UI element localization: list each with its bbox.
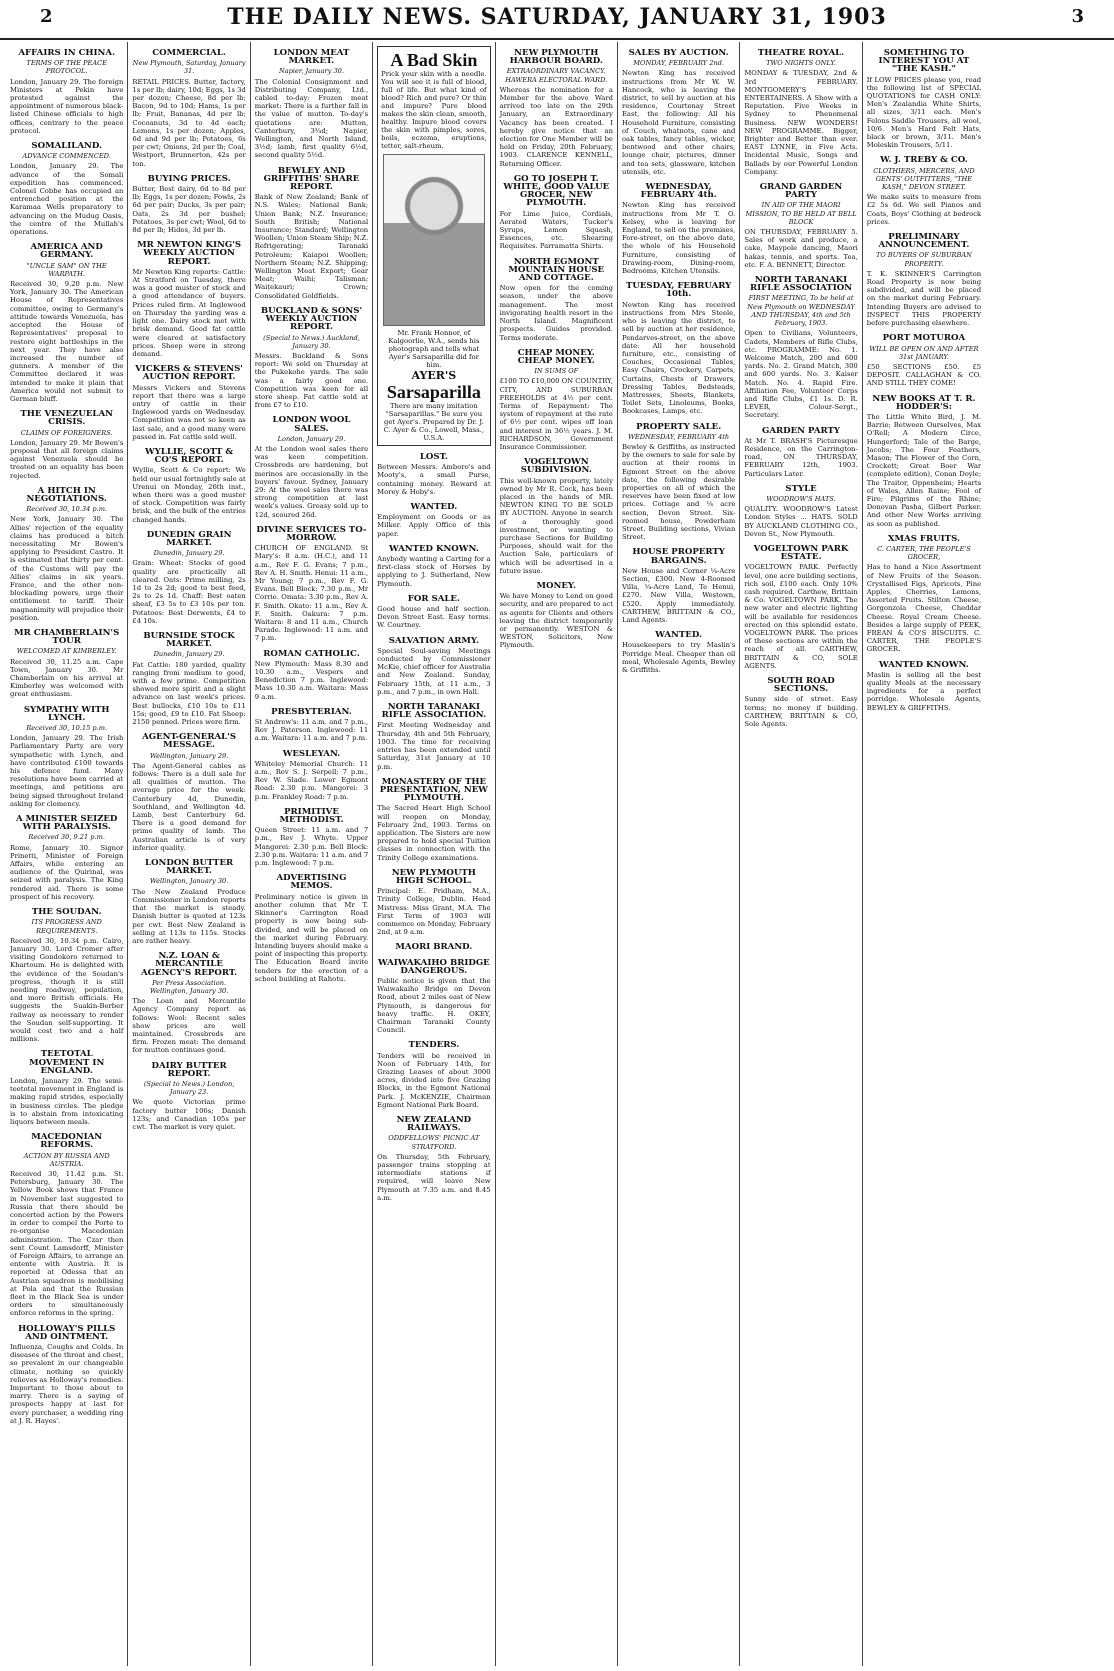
- article: [867, 230, 981, 327]
- article-body: Has to hand a Nice Assortment of New Fruits of the Season. Crystallised Figs, Apricots, Pine Apples, Cherries, Lemons, Assorted Fruits. Stilton Cheese, Gorgonzola Cheese, Cheddar Cheese. Royal Cream Cheese. Besides a large supply of PEEK, FREAN & CO'S BISCUITS. C. CARTER, THE PEOPLE'S GROCER.: [866, 563, 982, 654]
- article-heading: NEW PLYMOUTH HARBOUR BOARD.: [509, 48, 603, 67]
- article: [377, 775, 490, 862]
- article-heading: NEW BOOKS AT T. R. HODDER'S:: [872, 393, 976, 412]
- article-body: RETAIL PRICES. Butter, factory, 1s per lb; dairy, 10d; Eggs, 1s 3d per dozen; Cheese, 8d per lb; Bacon, 9d to 10d; Hams, 1s per lb; Fruit, Bananas, 4d per lb; Cocoanuts, 3d to 4d each; Lemons, 1s per dozen; Apples, 6d and 9d per lb; Potatoes, 6s per cwt; Onions, 2d per lb; Coal, Westport, Brunnerton, 42s per ton.: [132, 77, 246, 168]
- article-heading: SALVATION ARMY.: [388, 635, 479, 646]
- article-body: Mr Newton King reports: Cattle: At Stratford on Tuesday, there was a good muster of stock and a good attendance of buyers. Prices ruled firm. At Inglewood on Thursday the yarding was a light one. Dairy stock met with brisk demand. Good fat cattle were cleared at satisfactory prices. Sheep were in strong demand.: [132, 267, 246, 358]
- article-body: London, January 29. The Irish Parliamentary Party are very sympathetic with Lynch, and have contributed £100 towards his defence fund. Many resolutions have been carried at meetings, and petitions are being signed throughout Ireland asking for clemency.: [10, 734, 124, 808]
- article: [622, 180, 735, 275]
- article-body: Special Soul-saving Meetings conducted by Commissioner McKie, chief officer for Australia and New Zealand. Sunday, February 15th, at 11 a.m., 3 p.m., and 7 p.m., in own Hall.: [377, 646, 491, 696]
- article-subheading: London, January 29.: [277, 434, 346, 443]
- article-heading: AFFAIRS IN CHINA.: [18, 48, 116, 58]
- article-body: Principal: E. Pridham, M.A., Trinity College, Dublin. Head Mistress: Miss Grant, M.A. The First Term of 1903 will commence on Monday, February 2nd, at 9 a.m.: [377, 887, 491, 937]
- article-body: At the London wool sales there was keen competition. Crossbreds are hardening, but merinos are occasionally in the buyers' favour. Sydney, January 29: At the wool sales there was strong competition at last week's values. Greasy sold up to 12d, scoured 26d.: [254, 444, 369, 519]
- article-body: Newton King has received instructions from Mrs Steele, who is leaving the district, to sell by auction at her residence, Pendarves-street, on the above date: All her household furniture, etc., consisting of Couches, Occasional Tables, Easy Chairs, Crockery, Carpets, Curtains, Chests of Drawers, Dressing Tables, Bedsteads, Mattresses, Sheets, Blankets, Toilet Sets, Linoleums, Books, Bookcases, Lamps, etc.: [621, 300, 736, 416]
- article-heading: SYMPATHY WITH LYNCH.: [23, 704, 110, 723]
- article-subheading: (Special to News.) London, January 23.: [143, 1079, 235, 1097]
- article: [622, 420, 735, 542]
- article-body: Employment on Goods or as Milker. Apply Office of this paper.: [377, 513, 491, 538]
- advert-title: A Bad Skin: [390, 50, 478, 70]
- ayers-sarsaparilla-advert: [377, 46, 490, 446]
- article-body: Public notice is given that the Waiwakaiho Bridge on Devon Road, about 2 miles east of New Plymouth, is dangerous for heavy traffic. H. OKEY, Chairman Taranaki County Council.: [377, 976, 491, 1035]
- article-subheading: ADVANCE COMMENCED.: [22, 152, 111, 161]
- article: [255, 747, 368, 801]
- article: [377, 592, 490, 630]
- article: [255, 304, 368, 409]
- article-body: London, January 29. The advance of the Somali expedition has commenced. Colonel Cobbe has occupied an entrenched position at the Karamaa Wells preparatory to advancing on the Mudug Oasis, the centre of the Mullah's operations.: [10, 162, 124, 237]
- article-heading: VICKERS & STEVENS' AUCTION REPORT.: [135, 364, 243, 383]
- article-heading: WANTED.: [410, 502, 458, 513]
- advert-intro: Prick your skin with a needle. You will see it is full of blood, full of life. But what kind of blood? Rich and pure? Or thin and impure? Pure blood makes the skin clean, smooth, healthy. Impure blood covers the skin with pimples, sores, boils, eczema, eruptions, tetter, salt-rheum.: [381, 70, 487, 150]
- article-body: Butter, Best dairy, 6d to 8d per lb; Eggs, 1s per dozen; Fowls, 2s 6d per pair; Ducks, 3s per pair; Oats, 2s 3d per bushel; Potatoes, 3s per cwt; Wool, 6d to 8d per lb; Hides, 3d per lb.: [132, 185, 246, 235]
- column-5: [496, 42, 618, 1666]
- article: [744, 424, 857, 478]
- article-body: £100 TO £10,000 ON COUNTRY, CITY, AND SUBURBAN FREEHOLDS at 4½ per cent. Terms of Repayment: The system of repayment at the rate of 6½ per cent. wipes off loan and interest in 36½ years. J. M. RICHARDSON, Government Insurance Commissioner.: [499, 377, 613, 451]
- article: [500, 255, 613, 342]
- article-subheading: EXTRAORDINARY VACANCY. HAWERA ELECTORAL WARD.: [505, 67, 608, 84]
- article-heading: NEW PLYMOUTH HIGH SCHOOL.: [391, 867, 476, 886]
- article-body: Received 30, 10.34 p.m. Cairo, January 30. Lord Cromer after visiting Gondokoro returned to Khartoum. He is delighted with the evidence of the Soudan's progress, though it is still needing roadway, population, and more British officials. He suggests the Suakin-Berber railway as necessary to render the Soudan self-supporting. It would cost two and a half millions.: [10, 936, 124, 1044]
- article-subheading: Wellington, January 29.: [149, 751, 229, 760]
- article-body: London, January 29. The semi-teetotal movement in England is making rapid strides, especially in business circles. The pledge is to abstain from intoxicating liquors between meals.: [10, 1076, 124, 1126]
- article-body: Wyllie, Scott & Co report: We held our usual fortnightly sale at Urenui on Monday, 26th inst., when there was a good muster of stock. Competition was fairly brisk, and the bulk of the entries changed hands.: [132, 466, 246, 524]
- article-body: The Sacred Heart High School will reopen on Monday, February 2nd, 1903. Terms on application. The Sisters are now prepared to hold special Tuition classes in connection with the Trinity College examinations.: [377, 804, 491, 862]
- article-body: Fat Cattle: 180 yarded, quality ranging from medium to good, with a few prime. Competition showed more spirit and a slight advance on last week's prices. Best bullocks, £10 10s to £11 15s; good, £9 to £10. Fat Sheep: 2150 penned. Prices were firm.: [132, 660, 246, 727]
- advert-brand-1: AYER'S: [411, 369, 457, 382]
- article: [132, 856, 245, 945]
- article: [622, 46, 735, 176]
- article-subheading: CLAIMS OF FOREIGNERS.: [20, 428, 113, 437]
- article: [867, 46, 981, 149]
- article-heading: DIVINE SERVICES TO-MORROW.: [256, 524, 367, 543]
- article: [132, 172, 245, 234]
- article-heading: VOGELTOWN PARK ESTATE.: [753, 543, 849, 563]
- page-number-right: 3: [1071, 6, 1084, 27]
- article-heading: BUCKLAND & SONS' WEEKLY AUCTION REPORT.: [260, 305, 363, 333]
- article-body: We have Money to Lend on good security, and are prepared to act as agents for Clients and others leaving the district temporarily or permanently. WESTON & WESTON, Solicitors, New Plymouth.: [499, 592, 613, 650]
- article: [10, 1130, 123, 1317]
- article: [132, 362, 245, 441]
- article: [377, 500, 490, 538]
- article-subheading: Received 30, 10.15 p.m.: [26, 724, 108, 733]
- article-subheading: New Plymouth, Saturday, January 31.: [132, 59, 246, 76]
- article: [500, 172, 613, 251]
- article-body: Good house and half section. Devon Street East. Easy terms. W. Courtney.: [377, 605, 491, 630]
- article-subheading: Dunedin, January 29.: [153, 549, 225, 558]
- article-body: Messrs. Buckland & Sons report: We sold on Thursday at the Pukekohe yards. The sale was a fairly good one. Competition was keen for all store sheep. Fat cattle sold at from £7 to £10.: [254, 351, 369, 410]
- article: [255, 705, 368, 743]
- article-body: The New Zealand Produce Commissioner in London reports that the market is steady. Danish butter is quoted at 123s per cwt. Best New Zealand is selling at 113s to 115s. Stocks are rather heavy.: [132, 887, 246, 945]
- article-subheading: Wellington, January 30.: [149, 877, 229, 886]
- article: [10, 484, 123, 622]
- article-body: First Meeting Wednesday and Thursday, 4th and 5th February, 1903. The time for receiving entries has been extended until Saturday, 31st January at 10 p.m.: [377, 721, 491, 771]
- article-heading: LONDON WOOL SALES.: [272, 415, 351, 434]
- article-heading: THE VENEZUELAN CRISIS.: [20, 409, 113, 428]
- article-body: St Andrew's: 11 a.m. and 7 p.m., Rev J. Paterson. Inglewood: 11 a.m. Waitara: 11 a.m. and 7 p.m.: [254, 718, 369, 743]
- article-heading: HOUSE PROPERTY BARGAINS.: [632, 547, 725, 566]
- article-body: Newton King has received instructions from Mr W. W. Hancock, who is leaving the district, to sell by auction at his residence, Courtenay Street East, the following: All his Household Furniture, consisting of Couch, whatnots, cane and oak tables, fancy tables, wicker, bentwood and other chairs, lounge chair, pictures, dinner and tea sets, glassware, kitchen utensils, etc.: [621, 69, 736, 176]
- article-heading: SOMALILAND.: [31, 141, 103, 152]
- article-heading: SOUTH ROAD SECTIONS.: [767, 676, 835, 695]
- article-body: For Lime Juice, Cordials, Aerated Waters, Tucker's Syrups, Lemon Squash, Essences, etc. Shearing Requisites. Parramatta Shirts.: [499, 209, 613, 251]
- article-heading: AGENT-GENERAL'S MESSAGE.: [142, 732, 237, 751]
- article: [377, 940, 490, 951]
- article: [377, 700, 490, 771]
- article: [10, 240, 123, 403]
- article: [867, 331, 981, 387]
- article-heading: PORT MOTUROA: [882, 333, 966, 344]
- article-heading: TENDERS.: [408, 1040, 460, 1051]
- article-subheading: IN SUMS OF: [534, 367, 579, 376]
- column-2: [128, 42, 250, 1666]
- article-heading: GO TO JOSEPH T. WHITE, GOOD VALUE GROCER, NEW PLYMOUTH.: [503, 173, 610, 209]
- article-heading: TUESDAY, FEBRUARY 10th.: [625, 281, 732, 300]
- article-body: T. K. SKINNER'S Carrington Road Property is now being subdivided, and will be placed on the market during February. Intending Buyers are advised to INSPECT THIS PROPERTY before purchasing elsewhere.: [866, 269, 982, 328]
- article-heading: WEDNESDAY, FEBRUARY 4th.: [640, 182, 717, 201]
- article: [132, 445, 245, 524]
- article-body: Influenza, Coughs and Colds. In diseases of the throat and chest, so prevalent in our changeable climate, nothing so quickly relieves as Holloway's remedies. Important to those about to marry. There is a saying of prospects happy at last for every purchaser, a wedding ring at J. R. Hayes'.: [10, 1343, 124, 1425]
- article-subheading: ACTION BY RUSSIA AND AUSTRIA.: [23, 1151, 110, 1168]
- article-body: Tenders will be received in Noon of February 14th, for Grazing Leases of about 3000 acres, divided into five Grazing Blocks, in the Egmont National Park. J. McKENZIE, Chairman Egmont National Park Board.: [377, 1051, 491, 1109]
- article-subheading: Received 30, 9.21 p.m.: [28, 833, 105, 842]
- article-heading: XMAS FRUITS.: [887, 533, 960, 544]
- article: [255, 805, 368, 867]
- article-body: Housekeepers to try Maslin's Porridge Meal. Cheaper than oil meal, Wholesale Agents, Bewley & Griffiths.: [621, 641, 736, 675]
- article: [377, 1038, 490, 1109]
- article: [622, 279, 735, 415]
- article: [10, 703, 123, 808]
- article-heading: PRELIMINARY ANNOUNCEMENT.: [878, 232, 970, 251]
- article: [744, 46, 857, 176]
- article-subheading: WOODROW'S HATS.: [766, 494, 836, 503]
- article-body: ON THURSDAY, FEBRUARY 5. Sales of work and produce, a cake, Maypole dancing, Maori hakas, tennis, and sports. Tea, etc. F. A. BENNETT, Director.: [744, 228, 858, 269]
- article: [255, 164, 368, 300]
- article-body: Messrs Vickers and Stevens report that there was a large entry of cattle in their Inglewood yards on Wednesday. Competition was not so keen as last sale, and a good many were passed in. Fat cattle sold well.: [132, 383, 246, 441]
- article-body: New York, January 30. The Allies' rejection of the equality claims has produced a hitch necessitating Mr Bowen's applying to President Castro. It is estimated that thirty per cent. of the Customs will pay the Allies' claims in six years. France, and the other non-blockading powers, urge their entitlement to tariff. Their magnanimity will prejudice their position.: [10, 515, 124, 622]
- article: [255, 871, 368, 983]
- page-number-left: 2: [40, 6, 53, 27]
- article-heading: THE SOUDAN.: [31, 907, 102, 918]
- article-subheading: CLOTHIERS, MERCERS, AND GENTS' OUTFITTERS, "THE KASH," DEVON STREET.: [873, 166, 975, 192]
- article-subheading: Received 30, 10.34 p.m.: [26, 505, 108, 514]
- column-8: [863, 42, 985, 1666]
- article: [377, 1113, 490, 1202]
- article-body: Bank of New Zealand; Bank of N.S. Wales; National Bank; Union Bank; N.Z. Insurance; South British; National Insurance; Standard; Wellington Woollen; Union Steam Ship; N.Z. Refrigerating; Taranaki Petroleum; Kaiapoi Woollen; Northern Steam; N.Z. Shipping; Wellington Meat Export; Gear Meat; Waihi; Talisman; Waitekauri; Crown; Consolidated Goldfields.: [254, 193, 369, 300]
- article: [744, 273, 857, 419]
- article-heading: STYLE: [785, 483, 817, 494]
- article: [500, 579, 613, 650]
- article-subheading: WILL BE OPEN ON AND AFTER 31st JANUARY.: [869, 344, 979, 361]
- article-body: Maslin is selling all the best quality Meals at the necessary ingredients for a perfect porridge. Wholesale Agents, BEWLEY & GRIFFITHS.: [866, 670, 982, 712]
- article: [744, 674, 857, 728]
- article: [377, 956, 490, 1035]
- article: [132, 1059, 245, 1132]
- article-heading: MACEDONIAN REFORMS.: [31, 1132, 103, 1151]
- article-heading: A HITCH IN NEGOTIATIONS.: [26, 485, 107, 504]
- article-body: MONDAY & TUESDAY, 2nd & 3rd FEBRUARY. MONTGOMERY'S ENTERTAINERS. A Show with a Reputation. Five Weeks in Sydney to Phenomenal Business. NEW WONDERS! NEW PROGRAMME. Bigger, Brighter and Better than ever. EAST LYNNE, in Five Acts. Incidental Music, Songs and Ballads by our Powerful London Company.: [744, 69, 858, 176]
- advert-brand-2: Sarsaparilla: [386, 382, 481, 402]
- article: [744, 482, 857, 538]
- article-heading: HOLLOWAY'S PILLS AND OINTMENT.: [18, 1323, 116, 1342]
- newspaper-title: THE DAILY NEWS. SATURDAY, JANUARY 31, 1903: [227, 4, 887, 30]
- article-body: This well-known property, lately owned by Mr R. Cock, has been placed in the hands of MR. NEWTON KING TO BE SOLD BY AUCTION. Anyone in search of a thoroughly good investment, or wanting to purchase Sections for Building Purposes, should wait for the Auction Sale, particulars of which will be advertised in a future issue.: [499, 476, 613, 575]
- article: [132, 46, 245, 168]
- article-heading: PRIMITIVE METHODIST.: [279, 806, 344, 826]
- article-body: At Mr T. BRASH'S Picturesque Residence, on the Carrington-road, ON THURSDAY, FEBRUARY 12th, 1903. Particulars Later.: [744, 436, 858, 478]
- article-body: Grain: Wheat: Stocks of good quality are practically all cleared. Oats: Prime milling, 2s 1d to 2s 2d; good to best feed, 2s to 2s 1d. Chaff: Best oaten sheaf, £3 5s to £3 10s per ton. Potatoes: Best Derwents, £4 to £4 10s.: [132, 559, 246, 625]
- article-heading: LONDON MEAT MARKET.: [273, 48, 350, 67]
- article-body: VOGELTOWN PARK. Perfectly level, one acre building sections, rich soil, £100 each. Only 10% cash required. Carthew, Brittain & Co. VOGELTOWN PARK. The new water and electric lighting will be available for residences erected on this splendid estate. VOGELTOWN PARK. The prices of these sections are within the reach of all. CARTHEW, BRITTAIN & CO, SOLE AGENTS.: [744, 563, 858, 670]
- article-subheading: IN AID OF THE MAORI MISSION, TO BE HELD AT BELL BLOCK: [745, 201, 857, 226]
- article-heading: BUYING PRICES.: [147, 173, 231, 184]
- article-body: QUALITY. WOODROW'S Latest London Styles ... HATS. SOLD BY AUCKLAND CLOTHING CO., Devon St., New Plymouth.: [744, 505, 858, 538]
- article-body: The Agent-General cables as follows: There is a dull sale for all qualities of mutton. The average price for the week: Canterbury 4d, Dunedin, Southland, and Wellington 4d. Lamb, best Canterbury 6d. There is a good demand for prime quality of lamb. The Australian article is of very inferior quality.: [132, 761, 246, 852]
- article-body: Open to Civilians, Volunteers, Cadets, Members of Rifle Clubs, etc. PROGRAMME: No. 1. Welcome Match, 200 and 600 yards. No. 2. Grand Match, 300 and 600 yards. No. 3. Kaiser Match. No. 4. Rapid Fire. Affiliation Fee, Volunteer Corps and Rifle Clubs, £1 1s. D. R. LEVER, Colour-Sergt., Secretary.: [744, 329, 858, 420]
- article-body: If LOW PRICES please you, read the following list of SPECIAL QUOTATIONS for CASH ONLY: Men's Zealandia White Shirts, all sizes, 3/11 each. Men's Felons Saddle Trousers, all wool, 10/6. Men's Hard Felt Hats, black or brown, 3/11. Men's Moleskin Trousers, 5/11.: [866, 75, 982, 150]
- article-subheading: WELCOMED AT KIMBERLEY.: [16, 647, 117, 656]
- article-heading: TEETOTAL MOVEMENT IN ENGLAND.: [29, 1049, 105, 1076]
- article: [377, 866, 490, 937]
- article-heading: BEWLEY AND GRIFFITHS' SHARE REPORT.: [263, 165, 360, 193]
- portrait-engraving: [383, 154, 485, 326]
- article: [132, 949, 245, 1054]
- article: [10, 1322, 123, 1425]
- article-heading: ROMAN CATHOLIC.: [263, 648, 360, 659]
- article-heading: GRAND GARDEN PARTY: [759, 182, 843, 201]
- article: [10, 812, 123, 901]
- article-body: We quote Victorian prime factory butter 106s; Danish 123s; and Canadian 105s per cwt. The market is very quiet.: [132, 1098, 246, 1131]
- article-subheading: ODDFELLOWS' PICNIC AT STRATFORD.: [388, 1134, 480, 1151]
- article-subheading: MONDAY, FEBRUARY 2nd.: [633, 59, 724, 68]
- article-heading: VOGELTOWN SUBDIVISION.: [520, 457, 592, 476]
- column-6: [618, 42, 740, 1666]
- article-heading: WANTED.: [655, 630, 702, 641]
- article-subheading: TERMS OF THE PEACE PROTOCOL.: [26, 59, 107, 76]
- article-heading: ADVERTISING MEMOS.: [276, 873, 347, 892]
- article-body: Anybody wanting a Carting for a first-class stock of Horses by applying to J. Sutherland, New Plymouth.: [377, 555, 491, 588]
- advert-caption: Mr. Frank Honnor, of Kalgoorlie, W.A., sends his photograph and tells what Ayer's Sarsaparilla did for him.: [388, 329, 480, 369]
- article-body: Bewley & Griffiths, as instructed by the owners to sale for sale by auction at their rooms in Egmont Street on the above date, the following desirable properties on all of which the reserves have been fixed at low prices. Cottage and ¼ acre section, Devon Street. Six-roomed house, Powderham Street. Building sections, Vivian Street.: [621, 442, 736, 542]
- article: [744, 542, 857, 670]
- article-heading: THEATRE ROYAL.: [757, 48, 845, 58]
- article-heading: DUNEDIN GRAIN MARKET.: [146, 529, 232, 548]
- article-body: Sunny side of street. Easy terms; no money if building. CARTHEW, BRITTAIN & CO, Sole Agents.: [744, 695, 858, 729]
- article-subheading: TWO NIGHTS ONLY.: [766, 59, 836, 68]
- masthead: [0, 0, 1114, 40]
- article-subheading: TO BUYERS OF SUBURBAN PROPERTY.: [875, 251, 972, 268]
- article-subheading: (Special to News.) Auckland, January 30.: [263, 333, 360, 350]
- article-subheading: WEDNESDAY, FEBRUARY 4th: [628, 432, 730, 441]
- article: [500, 46, 613, 168]
- article-heading: NORTH TARANAKI RIFLE ASSOCIATION.: [381, 702, 487, 721]
- article-body: The Loan and Mercantile Agency Company report as follows: Wool: Recent sales show prices are well maintained. Crossbreds are firm. Frozen meat: The demand for mutton continues good.: [132, 997, 246, 1055]
- article: [132, 629, 245, 726]
- article-body: New Plymouth: Mass 8.30 and 10.30 a.m., Vespers and Benediction 7 p.m. Inglewood: Mass 10.30 a.m. Waitara: Mass 9 a.m.: [254, 659, 369, 701]
- article: [132, 528, 245, 625]
- article-heading: FOR SALE.: [407, 593, 460, 604]
- article-heading: MONASTERY OF THE PRESENTATION, NEW PLYMOUTH.: [379, 776, 488, 804]
- article-heading: LONDON BUTTER MARKET.: [145, 858, 234, 877]
- article: [500, 455, 613, 575]
- article-heading: NEW ZEALAND RAILWAYS.: [396, 1115, 472, 1134]
- article-heading: SALES BY AUCTION.: [628, 48, 729, 58]
- article-heading: WANTED KNOWN.: [879, 659, 969, 670]
- article: [744, 180, 857, 269]
- columns: [6, 42, 1108, 1666]
- article: [132, 730, 245, 852]
- article-body: New House and Corner ¼-Acre Section, £300. New 4-Roomed Villa, ¼-Acre Land, Te Henui, £270. New Villa, Westown, £520. Apply immediately. CARTHEW, BRITTAIN & CO., Land Agents.: [621, 566, 736, 624]
- article-heading: WANTED KNOWN.: [388, 543, 479, 554]
- article: [622, 628, 735, 674]
- article-heading: MONEY.: [536, 580, 576, 591]
- article: [10, 46, 123, 135]
- column-3: [251, 42, 373, 1666]
- article: [622, 545, 735, 624]
- article-body: Between Messrs. Amboro's and Mooty's, a small Purse, containing money. Reward at Morey & Hoby's.: [377, 463, 491, 496]
- article-heading: MR NEWTON KING'S WEEKLY AUCTION REPORT.: [137, 240, 242, 267]
- article: [10, 139, 123, 236]
- article: [867, 658, 981, 712]
- article-heading: NORTH TARANAKI RIFLE ASSOCIATION: [750, 275, 853, 294]
- article-heading: N.Z. LOAN & MERCANTILE AGENCY'S REPORT.: [141, 951, 238, 978]
- article-body: Newton King has received instructions from Mr T. O. Kelsey, who is leaving for England, to sell on the premises, Fore-street, on the above date, the whole of his Household Furniture, consisting of Drawing-room, Dining-room, Bedrooms, Kitchen Utensils.: [621, 201, 736, 276]
- article-heading: SOMETHING TO INTEREST YOU AT "THE KASH.": [878, 48, 970, 75]
- article-body: CHURCH OF ENGLAND. St Mary's: 8 a.m. (H.C.), and 11 a.m., Rev F. G. Evans; 7 p.m., Rev A. H. Smith. Henui: 11 a.m., Mr Young; 7 p.m., Rev F. G. Evans. Bell Block: 7.30 p.m., Mr Corrie. Omata: 3.30 p.m., Rev A. F. Smith. Okato: 11 a.m., Rev A. F. Smith. Oakura: 7 p.m. Waitara: 8 and 11 a.m., Church Parade. Inglewood: 11 a.m. and 7 p.m.: [254, 544, 369, 643]
- article: [10, 905, 123, 1043]
- article-body: The Colonial Consignment and Distributing Company, Ltd., cabled to-day: Frozen meat market: There is a further fall in the value of mutton. To-day's quotations are: Mutton, Canterbury, 3¾d; Napier, Wellington, and North Island, 3½d; lamb, first quality 6½d, second quality 5½d.: [254, 77, 369, 160]
- article-heading: AMERICA AND GERMANY.: [30, 242, 103, 261]
- article-body: Whiteley Memorial Church: 11 a.m., Rev S. J. Serpell; 7 p.m., Rev W. Slade. Lower Egmont Road: 2.30 p.m. Mangorei: 3 p.m. Frankley Road: 7 p.m.: [254, 759, 369, 801]
- article: [377, 542, 490, 588]
- article-body: London, January 29. The foreign Ministers at Pekin have protested against the appointment of numerous black-listed Chinese officials to high offices, contrary to the peace protocol.: [10, 77, 124, 135]
- article-heading: MR CHAMBERLAIN'S TOUR: [14, 628, 120, 647]
- column-7: [740, 42, 862, 1666]
- article-body: On Thursday, 5th February, passenger trains stopping at intermediate stations if required, will leave New Plymouth at 7.35 a.m. and 8.45 a.m.: [377, 1152, 491, 1202]
- article: [132, 238, 245, 358]
- article-subheading: "UNCLE SAM" ON THE WARPATH.: [26, 261, 107, 278]
- column-1: [6, 42, 128, 1666]
- article-body: Received 30, 9.20 p.m. New York, January 30. The American House of Representatives committee, owing to Germany's attitude towards Venezuela, has accepted the House of Representatives' proposal to restore eight battleships in the next year. They have also increased the number of gunners. A member of the Committee declared it was intended to make it plain that America would not submit to German bluff.: [10, 280, 124, 403]
- article: [867, 392, 981, 528]
- article-subheading: ITS PROGRESS AND REQUIREMENTS.: [31, 918, 102, 935]
- article-heading: LOST.: [419, 452, 448, 462]
- article-heading: DAIRY BUTTER REPORT.: [151, 1060, 227, 1079]
- article-body: Received 30, 11.25 a.m. Cape Town, January 30. Mr Chamberlain on his arrival at Kimberley was welcomed with great enthusiasm.: [10, 657, 124, 699]
- article-body: London, January 29. Mr Bowen's proposal that all foreign claims against Venezuela should be treated on an equality has been rejected.: [10, 438, 124, 480]
- article-heading: CHEAP MONEY. CHEAP MONEY.: [517, 347, 595, 366]
- article-subheading: Dunedin, January 29.: [153, 650, 225, 659]
- article-body: Whereas the nomination for a Member for the above Ward arrived too late on the 29th January, an Extraordinary Vacancy has been created. I hereby give notice that an election for One Member will be held on Friday, 20th February, 1903. CLARENCE KENNELL, Returning Officer.: [499, 85, 613, 168]
- article-heading: WAIWAKAIHO BRIDGE DANGEROUS.: [378, 957, 490, 976]
- article-heading: COMMERCIAL.: [152, 48, 226, 58]
- article: [255, 523, 368, 643]
- article-heading: GARDEN PARTY: [762, 425, 841, 436]
- article-heading: NORTH EGMONT MOUNTAIN HOUSE AND COTTAGE.: [508, 256, 605, 284]
- article-body: Now open for the coming season, under the above management. The most invigorating health resort in the North Island. Magnificent prospects. Guides provided. Terms moderate.: [499, 284, 613, 342]
- article: [255, 46, 368, 160]
- article: [377, 634, 490, 696]
- article-subheading: Per Press Association. Wellington, January 30.: [149, 978, 229, 995]
- column-4: [373, 42, 495, 1666]
- article-heading: WYLLIE, SCOTT & CO'S REPORT.: [144, 446, 234, 466]
- article: [10, 1047, 123, 1126]
- article: [377, 450, 490, 496]
- article-heading: A MINISTER SEIZED WITH PARALYSIS.: [15, 814, 118, 833]
- article-body: Received 30, 11.42 p.m. St. Petersburg, January 30. The Yellow Book shows that France in November last suggested to Russia that there should be concerted action by the Powers in order to compel the Porte to re-organise Macedonian administration. The Czar then sent Count Lamsdorff, Minister of Foreign Affairs, to arrange an entente with Austria. It is reported at Odessa that an Austrian squadron is mobilising at Pola and that the Russian fleet in the Black Sea is under orders to simultaneously enforce reforms in the spring.: [10, 1169, 124, 1318]
- article: [255, 413, 368, 518]
- article: [867, 532, 981, 654]
- article-subheading: FIRST MEETING, To be held at New Plymouth on WEDNESDAY AND THURSDAY, 4th and 5th February, 1903.: [747, 294, 855, 328]
- article-heading: MAORI BRAND.: [395, 942, 473, 953]
- article-heading: W. J. TREBY & CO.: [880, 155, 968, 166]
- article-body: The Little White Bird, J. M. Barrie; Between Ourselves, Max O'Rell; A Modern Circe, Hungerford; Tale of the Barge, Jacobs; The Four Feathers, Mason; The Flower of the Corn, Crockett; Great Boer War (complete edition), Conan Doyle; The Traitor, Oppenheim; Hearts of Wales, Allen Raine; Fool of Fire; Pilgrims of the Rhine; Donovan Pasha, Gilbert Parker. And other New Works arriving as soon as published.: [866, 412, 982, 528]
- article-heading: BURNSIDE STOCK MARKET.: [143, 631, 235, 650]
- advert-footer: There are many imitation "Sarsaparillas." Be sure you get Ayer's. Prepared by Dr. J. C. Ayer & Co., Lowell, Mass., U.S.A.: [383, 402, 485, 442]
- article-subheading: Napier, January 30.: [278, 67, 344, 76]
- article: [867, 153, 981, 226]
- article-heading: WESLEYAN.: [282, 748, 341, 759]
- article-subheading: C. CARTER, THE PEOPLE'S GROCER,: [877, 544, 971, 562]
- article: [255, 647, 368, 701]
- article-heading: PRESBYTERIAN.: [271, 706, 352, 717]
- article: [500, 346, 613, 451]
- article-body: Preliminary notice is given in another column that Mr T. Skinner's Carrington Road property is now being sub-divided, and will be placed on the market during February. Intending buyers should make a point of inspecting this property. The Education Board invite tenders for the erection of a school building at Rahotu.: [254, 892, 369, 983]
- article-body: Queen Street: 11 a.m. and 7 p.m., Rev J. Whyte. Upper Mangorei: 2.30 p.m. Bell Block: 2.30 p.m. Waitara: 11 a.m. and 7 p.m. Inglewood: 7 p.m.: [254, 826, 369, 868]
- article: [10, 407, 123, 480]
- article-body: We make suits to measure from £2 5s 6d. We sell Pianos and Coats, Boys' Clothing at bedrock prices.: [866, 193, 982, 226]
- article-body: £50 SECTIONS £50. £5 DEPOSIT. CALLAGHAN & CO. AND STILL THEY COME!: [866, 362, 982, 388]
- article-body: Rome, January 30. Signor Prinetti, Minister of Foreign Affairs, while entering an audience of the Quirinal, was seized with paralysis. The King rendered aid. There is some prospect of his recovery.: [10, 843, 124, 901]
- article-heading: PROPERTY SALE.: [636, 421, 722, 432]
- article: [10, 626, 123, 699]
